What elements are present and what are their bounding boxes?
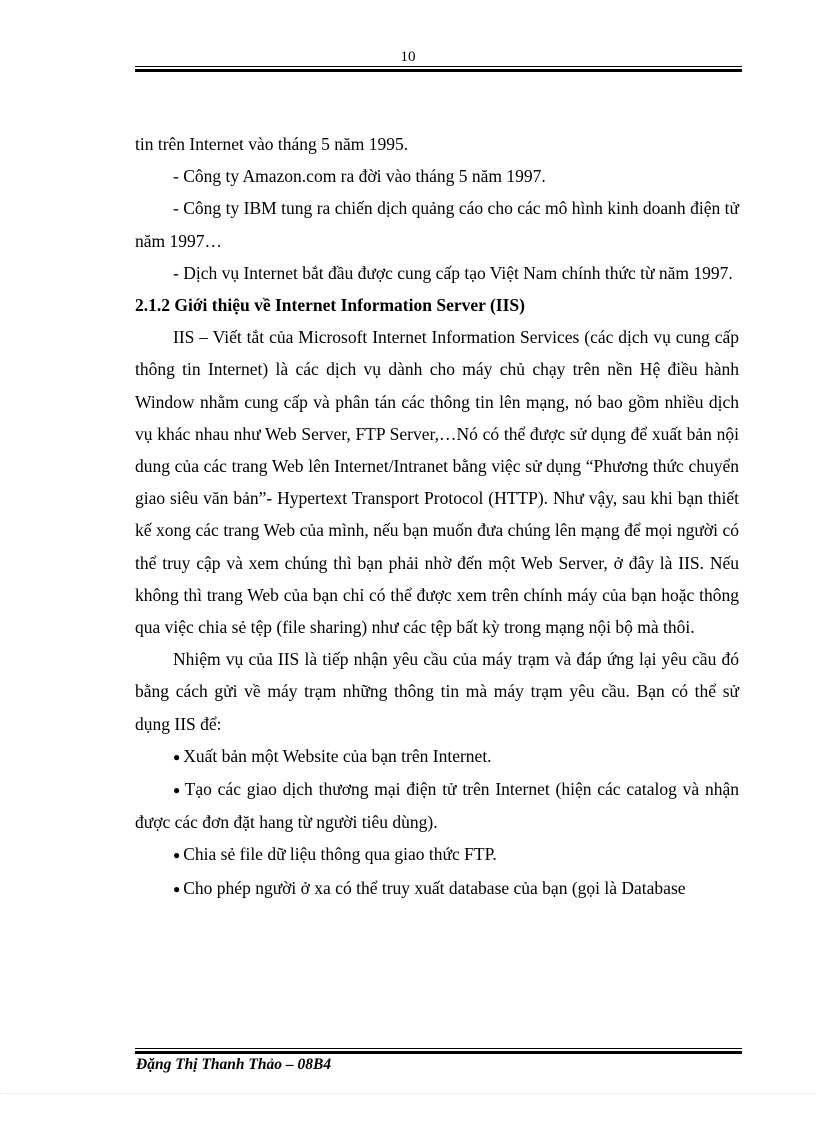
paragraph-amazon: - Công ty Amazon.com ra đời vào tháng 5 năm 1997.: [173, 166, 546, 187]
bullet-text: Tạo các giao dịch thương mại điện tử trên Internet (hiện các catalog và nhận được các đơn đặt hang từ người tiêu dùng).: [135, 779, 740, 833]
page-edge-divider: [0, 1093, 816, 1094]
bullet-text: Xuất bản một Website của bạn trên Internet.: [183, 745, 492, 766]
bullet-icon: ●: [173, 881, 181, 896]
document-body: [135, 128, 739, 905]
bullet-text: Chia sẻ file dữ liệu thông qua giao thức FTP.: [183, 844, 497, 865]
bullet-item: [135, 740, 739, 773]
paragraph-ibm: - Công ty IBM tung ra chiến dịch quảng cáo cho các mô hình kinh doanh điện tử năm 1997…: [135, 198, 739, 251]
header-rule: [135, 66, 742, 72]
paragraph-iis-tasks: Nhiệm vụ của IIS là tiếp nhận yêu cầu của máy trạm và đáp ứng lại yêu cầu đó bằng cách gửi về máy trạm những thông tin mà máy trạm yêu cầu. Bạn có thể sử dụng IIS để:: [135, 649, 739, 734]
footer-rule: [135, 1048, 742, 1054]
footer-author: Đặng Thị Thanh Thảo – 08B4: [136, 1056, 332, 1073]
bullet-item: [135, 773, 739, 838]
paragraph-continuation: tin trên Internet vào tháng 5 năm 1995.: [135, 134, 409, 154]
section-heading: 2.1.2 Giới thiệu về Internet Information Server (IIS): [135, 295, 525, 316]
page-number: 10: [400, 49, 416, 65]
bullet-text: Cho phép người ở xa có thể truy xuất database của bạn (gọi là Database: [183, 877, 686, 898]
paragraph-iis-definition: IIS – Viết tắt của Microsoft Internet Information Services (các dịch vụ cung cấp thông tin Internet) là các dịch vụ dành cho máy chủ chạy trên nền Hệ điều hành Window nhằm cung cấp và phân tán các thông tin lên mạng, nó bao gồm nhiều dịch vụ khác nhau như Web Server, FTP Server,…Nó có thể được sử dụng để xuất bản nội dung của các trang Web lên Internet/Intranet bằng việc sử dụng “Phương thức chuyển giao siêu văn bản”- Hypertext Transport Protocol (HTTP). Như vậy, sau khi bạn thiết kế xong các trang Web của mình, nếu bạn muốn đưa chúng lên mạng để mọi người có thể truy cập và xem chúng thì bạn phải nhờ đến một Web Server, ở đây là IIS. Nếu không thì trang Web của bạn chỉ có thể được xem trên chính máy của bạn hoặc thông qua việc chia sẻ tệp (file sharing) như các tệp bất kỳ trong mạng nội bộ mà thôi.: [135, 327, 739, 638]
bullet-icon: ●: [173, 783, 182, 798]
bullet-icon: ●: [173, 749, 181, 764]
paragraph-internet-vietnam: - Dịch vụ Internet bắt đầu được cung cấp tạo Việt Nam chính thức từ năm 1997.: [173, 262, 733, 283]
bullet-item: [135, 872, 739, 905]
bullet-item: [135, 838, 739, 871]
bullet-icon: ●: [173, 848, 181, 863]
